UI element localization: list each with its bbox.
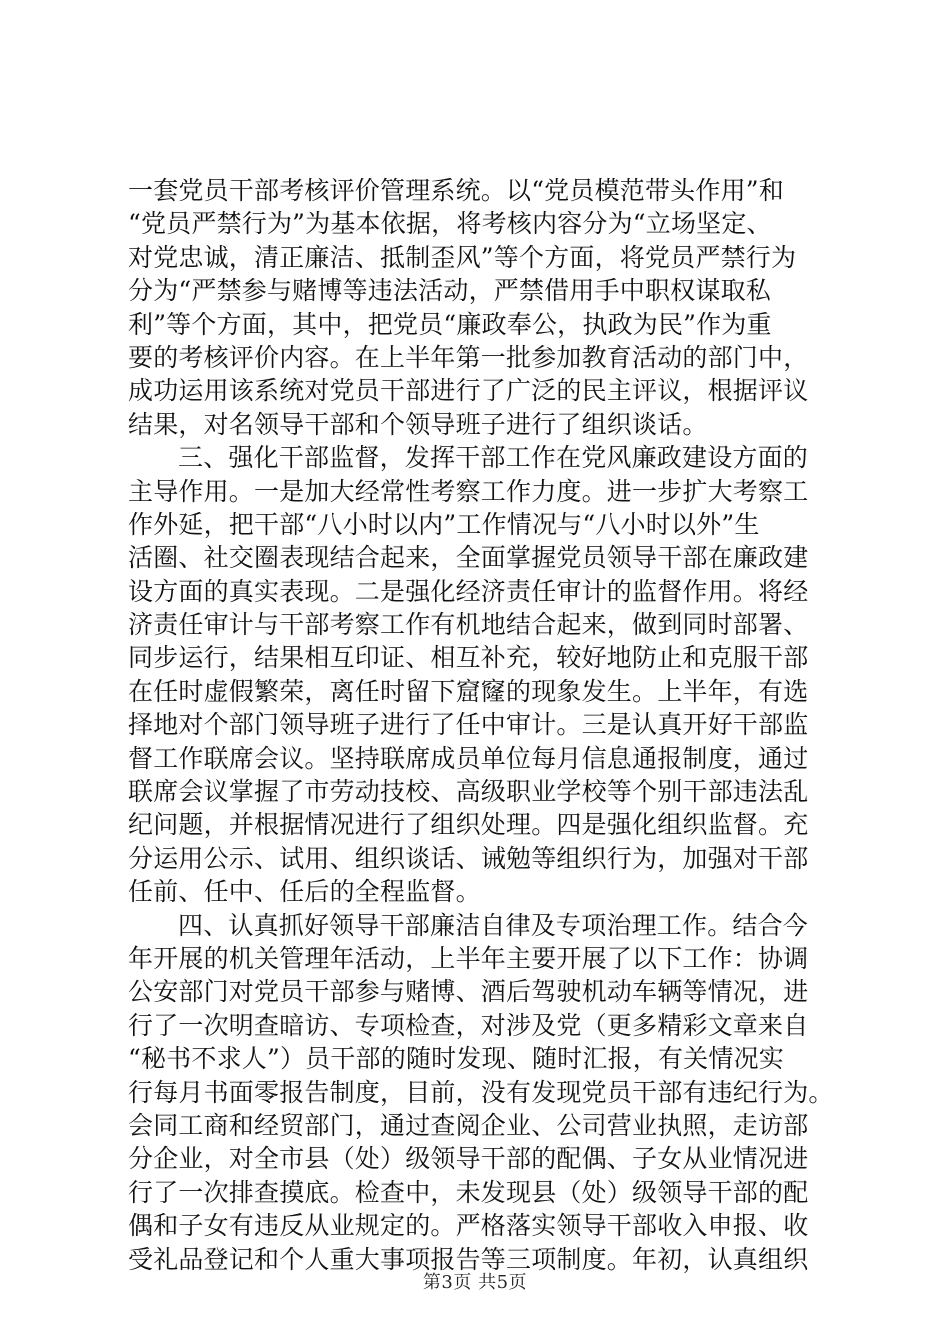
text-line: 结果，对名领导干部和个领导班子进行了组织谈话。 [128,409,708,439]
text-line: 行每月书面零报告制度，目前，没有发现党员干部有违纪行为。 [128,1077,834,1107]
text-line: 作外延，把干部“八小时以内”工作情况与“八小时以外”生 [128,509,760,539]
text-line: 受礼品登记和个人重大事项报告等三项制度。年初，认真组织 [128,1244,809,1274]
text-line: 设方面的真实表现。二是强化经济责任审计的监督作用。将经 [128,576,809,606]
text-line: 联席会议掌握了市劳动技校、高级职业学校等个别干部违法乱 [128,777,809,807]
text-line: 活圈、社交圈表现结合起来，全面掌握党员领导干部在廉政建 [128,543,809,573]
text-line: 任前、任中、任后的全程监督。 [128,877,481,907]
document-body [128,174,834,1276]
page-number-footer: 第3页 共5页 [422,1272,528,1293]
text-line: 济责任审计与干部考察工作有机地结合起来，做到同时部署、 [128,610,809,640]
text-line: 四、认真抓好领导干部廉洁自律及专项治理工作。结合今 [178,910,809,940]
text-line: 成功运用该系统对党员干部进行了广泛的民主评议，根据评议 [128,376,809,406]
text-line: 分运用公示、试用、组织谈话、诫勉等组织行为，加强对干部 [128,843,809,873]
text-line: 公安部门对党员干部参与赌博、酒后驾驶机动车辆等情况，进 [128,977,809,1007]
text-line: 择地对个部门领导班子进行了任中审计。三是认真开好干部监 [128,710,809,740]
text-line: “党员严禁行为”为基本依据，将考核内容分为“立场坚定、 [128,209,772,239]
text-line: 行了一次明查暗访、专项检查，对涉及党（更多精彩文章来自 [128,1010,809,1040]
text-line: 要的考核评价内容。在上半年第一批参加教育活动的部门中， [128,342,809,372]
text-line: 纪问题，并根据情况进行了组织处理。四是强化组织监督。充 [128,810,809,840]
text-line: 三、强化干部监督，发挥干部工作在党风廉政建设方面的 [178,443,809,473]
text-line: 督工作联席会议。坚持联席成员单位每月信息通报制度，通过 [128,743,809,773]
text-line: 偶和子女有违反从业规定的。严格落实领导干部收入申报、收 [128,1211,809,1241]
text-line: 利”等个方面，其中，把党员“廉政奉公，执政为民”作为重 [128,309,772,339]
text-line: “秘书不求人”）员干部的随时发现、随时汇报，有关情况实 [128,1044,784,1074]
text-line: 分为“严禁参与赌博等违法活动，严禁借用手中职权谋取私 [128,276,771,306]
text-line: 主导作用。一是加大经常性考察工作力度。进一步扩大考察工 [128,476,809,506]
text-line: 同步运行，结果相互印证、相互补充，较好地防止和克服干部 [128,643,809,673]
text-line: 对党忠诚，清正廉洁、抵制歪风”等个方面，将党员严禁行为 [128,242,797,272]
text-line: 行了一次排查摸底。检查中，未发现县（处）级领导干部的配 [128,1177,809,1207]
text-line: 分企业，对全市县（处）级领导干部的配偶、子女从业情况进 [128,1144,809,1174]
text-line: 会同工商和经贸部门，通过查阅企业、公司营业执照，走访部 [128,1110,809,1140]
text-line: 年开展的机关管理年活动，上半年主要开展了以下工作：协调 [128,943,809,973]
text-line: 在任时虚假繁荣，离任时留下窟窿的现象发生。上半年，有选 [128,676,809,706]
text-line: 一套党员干部考核评价管理系统。以“党员模范带头作用”和 [128,176,784,205]
